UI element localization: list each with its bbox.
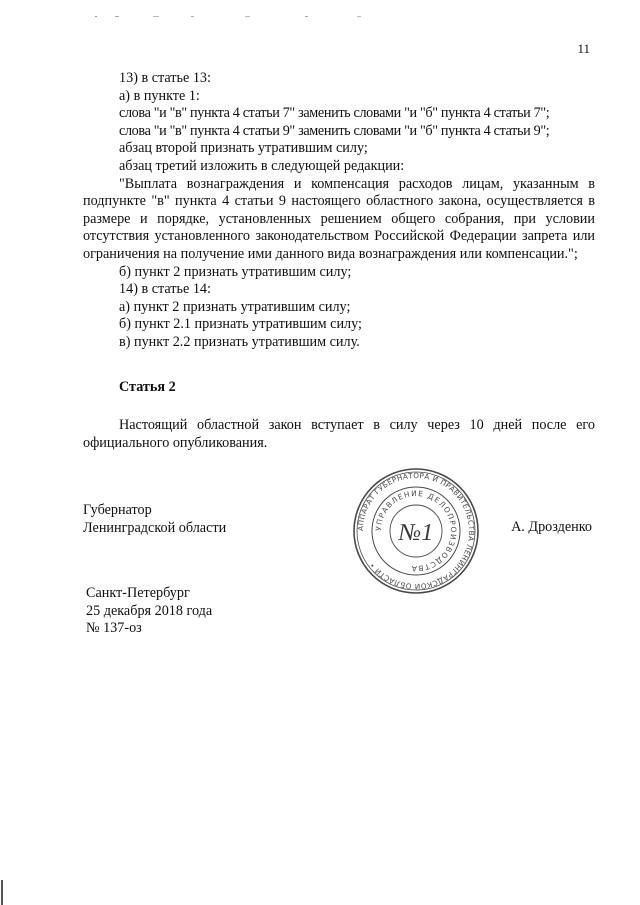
- amendment-line: б) пункт 2 признать утратившим силу;: [119, 263, 352, 280]
- amendment-line: слова "и "в" пункта 4 статьи 9" заменить словами "и "б" пункта 4 статьи 9";: [119, 122, 550, 139]
- city: Санкт-Петербург: [86, 585, 190, 601]
- amendment-line: абзац третий изложить в следующей редакции:: [119, 157, 405, 174]
- amendment-line: 14) в статье 14:: [119, 281, 211, 298]
- signatory-title: [83, 502, 226, 537]
- amendment-line: 13) в статье 13:: [119, 70, 211, 86]
- article-heading: Статья 2: [119, 379, 176, 395]
- scan-artifact: [95, 6, 395, 8]
- seal-number: №1: [398, 520, 434, 546]
- scan-edge-mark: [1, 880, 3, 905]
- signing-date: 25 декабря 2018 года: [86, 602, 213, 619]
- place-date-block: [86, 585, 212, 638]
- article-body: [83, 417, 595, 452]
- signatory-name: А. Дрозденко: [511, 519, 592, 535]
- amendment-line: б) пункт 2.1 признать утратившим силу;: [119, 316, 362, 333]
- law-number: № 137-оз: [86, 620, 142, 637]
- amendment-line: а) пункт 2 признать утратившим силу;: [119, 298, 351, 315]
- page-number: 11: [577, 41, 590, 56]
- amendments-section: [83, 70, 595, 352]
- article-text: Настоящий областной закон вступает в силу через 10 дней после его официального опубликования.: [83, 417, 595, 451]
- amendment-line: абзац второй признать утратившим силу;: [119, 140, 368, 157]
- official-seal: [352, 467, 480, 595]
- amendment-line: слова "и "в" пункта 4 статьи 7" заменить словами "и "б" пункта 4 статьи 7";: [119, 105, 550, 122]
- amendment-line: а) в пункте 1:: [119, 87, 200, 104]
- signatory-title-line: Губернатор: [83, 502, 152, 518]
- signatory-title-line: Ленинградской области: [83, 519, 227, 536]
- seal-inner-text: УПРАВЛЕНИЕ ДЕЛОПРОИЗВОДСТВА: [373, 488, 459, 574]
- seal-ring-text: АППАРАТ ГУБЕРНАТОРА И ПРАВИТЕЛЬСТВА ЛЕНИНГРАДСКОЙ ОБЛАСТИ •: [355, 470, 477, 592]
- quoted-paragraph: "Выплата вознаграждения и компенсация расходов лицам, указанным в подпункте "в" пункта 4 статьи 9 настоящего областного закона, осуществляется в размере и порядке, установленных решением общего собрания, при условии отсутствия установленного законодательством Российской Федерации запрета или ограничения на получение ими данного вида вознаграждения или компенсации.";: [83, 175, 595, 262]
- amendment-line: в) пункт 2.2 признать утратившим силу.: [119, 333, 360, 350]
